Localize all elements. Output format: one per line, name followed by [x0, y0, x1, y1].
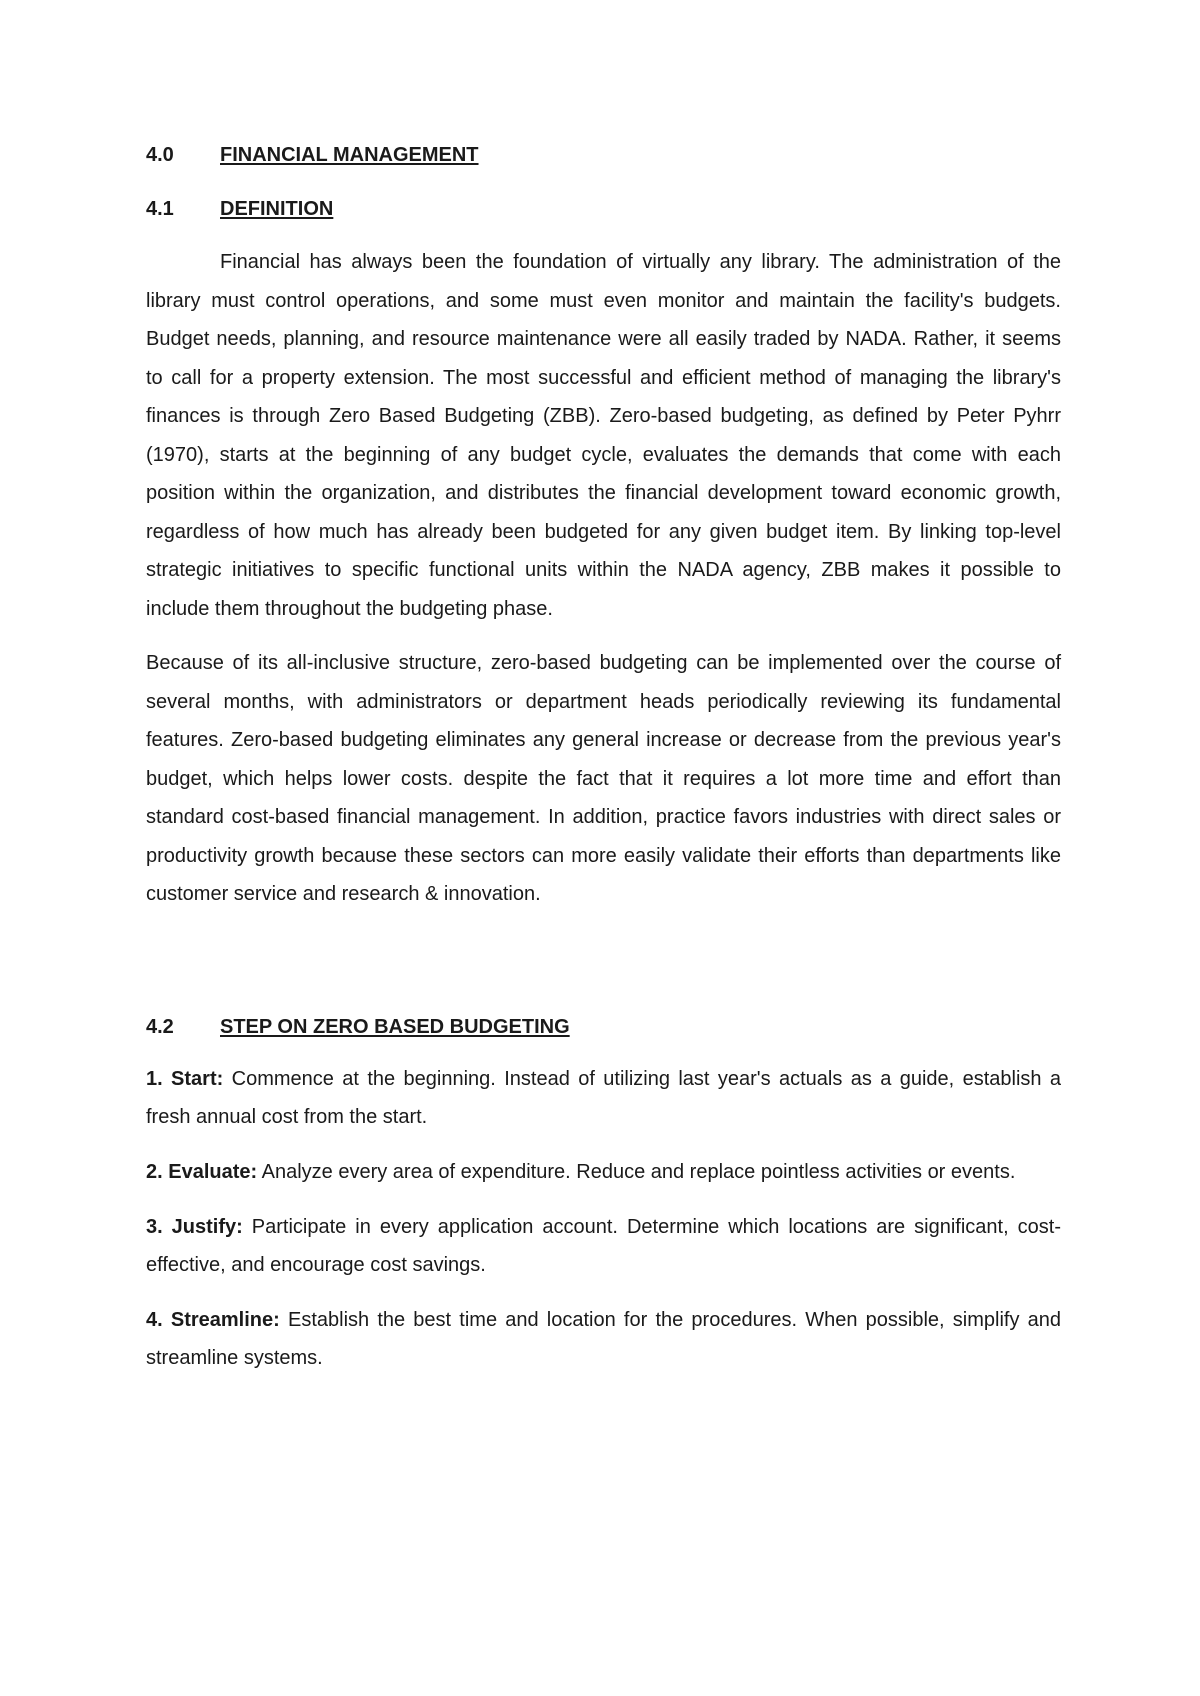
section-heading-definition — [146, 197, 1061, 221]
step-label: 4. Streamline: — [146, 1308, 280, 1331]
step-item-justify — [146, 1208, 1061, 1284]
step-label: 2. Evaluate: — [146, 1160, 258, 1183]
section-heading-zbb-steps — [146, 1015, 1061, 1039]
section-number: 4.1 — [146, 198, 174, 220]
step-label: 3. Justify: — [146, 1215, 243, 1238]
step-text: Establish the best time and location for the procedures. When possible, simplify and streamline systems. — [146, 1308, 1061, 1369]
step-label: 1. Start: — [146, 1067, 224, 1090]
section-heading-financial-management — [146, 143, 1061, 167]
step-text: Commence at the beginning. Instead of utilizing last year's actuals as a guide, establish a fresh annual cost from the start. — [146, 1067, 1062, 1128]
step-item-evaluate — [146, 1153, 1061, 1191]
section-number: 4.2 — [146, 1015, 174, 1038]
step-item-streamline — [146, 1301, 1061, 1377]
document-page — [146, 143, 1061, 1377]
definition-paragraph-2: Because of its all-inclusive structure, zero-based budgeting can be implemented over the course of several months, with administrators or department heads periodically reviewing its fundamental features. Zero-based budgeting eliminates any general increase or decrease from the previous year's budget, which helps lower costs. despite the fact that it requires a lot more time and effort than standard cost-based financial management. In addition, practice favors industries with direct sales or productivity growth because these sectors can more easily validate their efforts than departments like customer service and research & innovation. — [146, 652, 1061, 905]
section-number: 4.0 — [146, 144, 174, 166]
step-text: Analyze every area of expenditure. Reduce and replace pointless activities or events. — [257, 1160, 1016, 1183]
section-title: DEFINITION — [220, 198, 334, 220]
step-item-start — [146, 1060, 1061, 1136]
step-text: Participate in every application account. Determine which locations are significant, cost-effective, and encourage cost savings. — [146, 1215, 1061, 1276]
definition-paragraph-1: Financial has always been the foundation of virtually any library. The administration of the library must control operations, and some must even monitor and maintain the facility's budgets. Budget needs, planning, and resource maintenance were all easily traded by NADA. Rather, it seems to call for a property extension. The most successful and efficient method of managing the library's finances is through Zero Based Budgeting (ZBB). Zero-based budgeting, as defined by Peter Pyhrr (1970), starts at the beginning of any budget cycle, evaluates the demands that come with each position within the organization, and distributes the financial development toward economic growth, regardless of how much has already been budgeted for any given budget item. By linking top-level strategic initiatives to specific functional units within the NADA agency, ZBB makes it possible to include them throughout the budgeting phase. — [146, 251, 1061, 620]
section-title: STEP ON ZERO BASED BUDGETING — [220, 1015, 570, 1038]
section-title: FINANCIAL MANAGEMENT — [220, 144, 479, 166]
